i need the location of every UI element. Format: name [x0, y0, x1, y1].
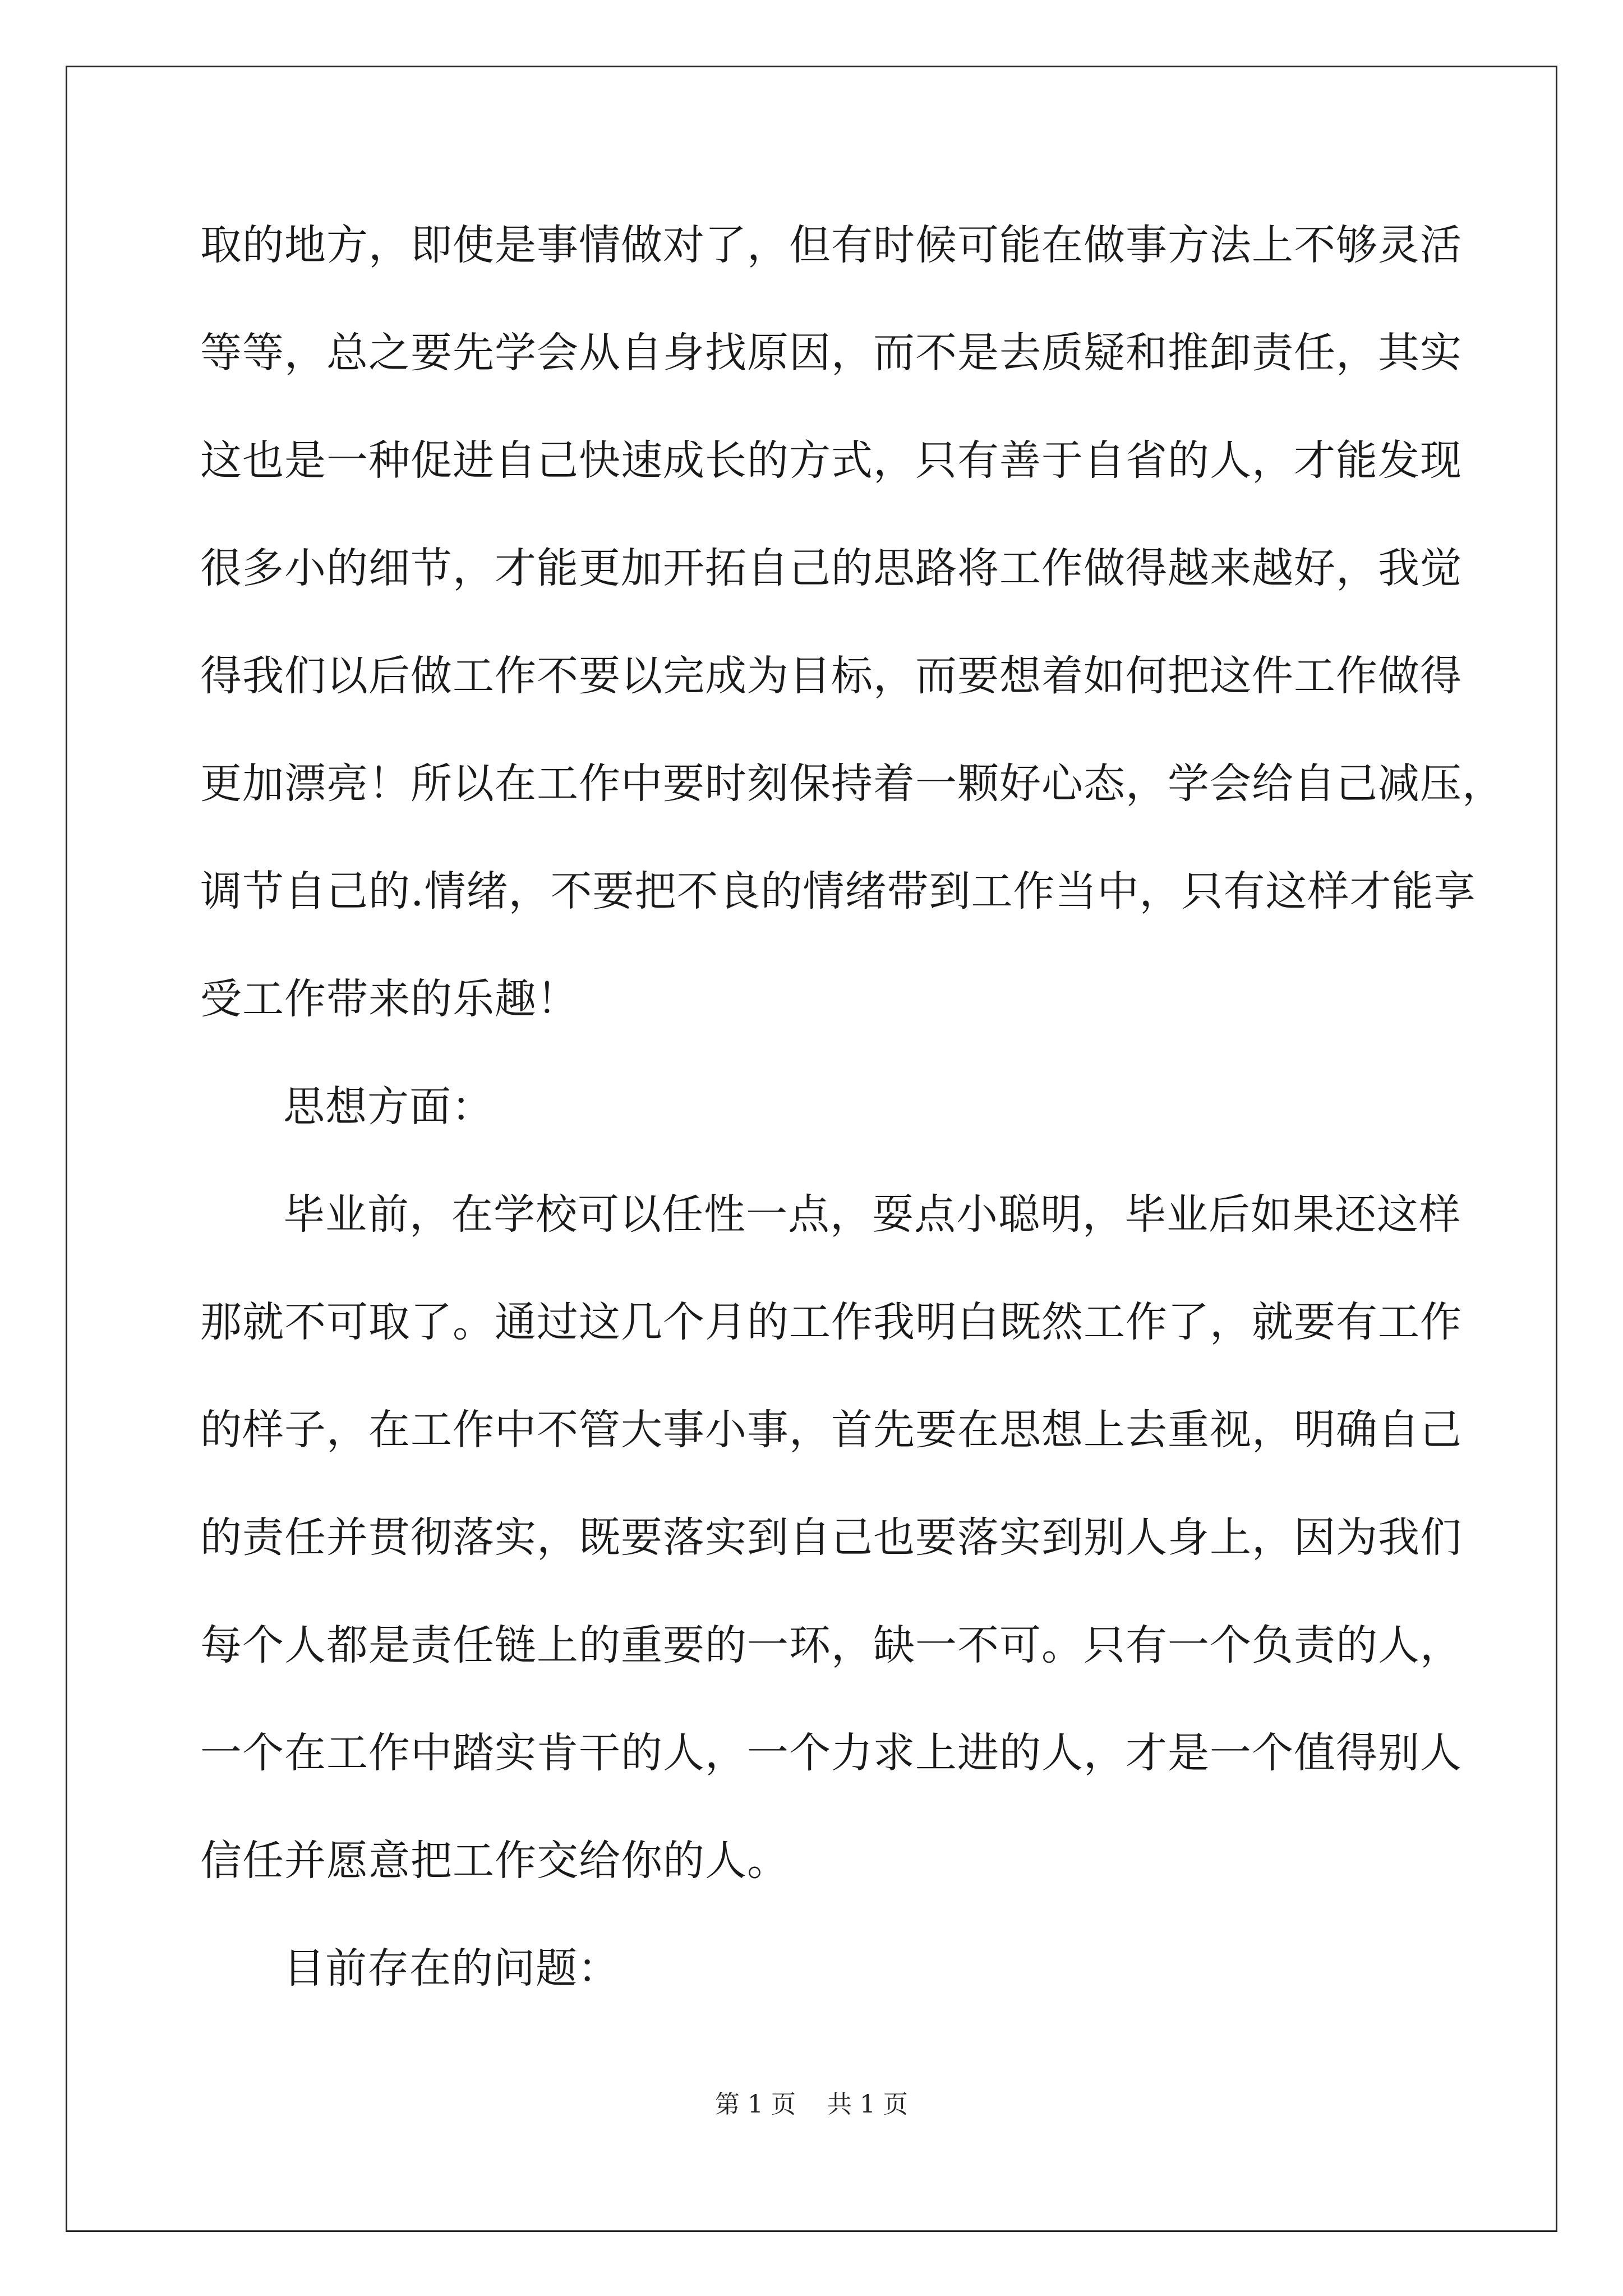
text-line: 调节自己的.情绪，不要把不良的情绪带到工作当中，只有这样才能享 — [200, 867, 1476, 915]
text-line: 更加漂亮！所以在工作中要时刻保持着一颗好心态，学会给自己减压， — [200, 760, 1504, 808]
text-line: 毕业前，在学校可以任性一点，耍点小聪明，毕业后如果还这样 — [283, 1190, 1461, 1239]
text-line: 的样子，在工作中不管大事小事，首先要在思想上去重视，明确自己 — [200, 1406, 1462, 1454]
page-number-footer: 第 1 页 共 1 页 — [715, 2090, 908, 2119]
text-line: 得我们以后做工作不要以完成为目标，而要想着如何把这件工作做得 — [200, 652, 1462, 700]
text-line: 等等，总之要先学会从自身找原因，而不是去质疑和推卸责任，其实 — [200, 329, 1462, 377]
text-line: 这也是一种促进自己快速成长的方式，只有善于自省的人，才能发现 — [200, 436, 1462, 485]
section-heading-thought: 思想方面： — [283, 1083, 494, 1131]
text-line: 受工作带来的乐趣！ — [200, 975, 579, 1023]
text-line: 一个在工作中踏实肯干的人，一个力求上进的人，才是一个值得别人 — [200, 1729, 1462, 1777]
section-heading-problems: 目前存在的问题： — [283, 1944, 620, 1993]
text-line: 的责任并贯彻落实，既要落实到自己也要落实到别人身上，因为我们 — [200, 1513, 1462, 1562]
text-line: 每个人都是责任链上的重要的一环，缺一不可。只有一个负责的人， — [200, 1621, 1462, 1669]
document-body — [200, 214, 1504, 2045]
text-line: 很多小的细节，才能更加开拓自己的思路将工作做得越来越好，我觉 — [200, 544, 1462, 592]
text-line: 取的地方，即使是事情做对了，但有时候可能在做事方法上不够灵活 — [200, 221, 1462, 269]
text-line: 那就不可取了。通过这几个月的工作我明白既然工作了，就要有工作 — [200, 1298, 1462, 1346]
text-line: 信任并愿意把工作交给你的人。 — [200, 1837, 789, 1885]
